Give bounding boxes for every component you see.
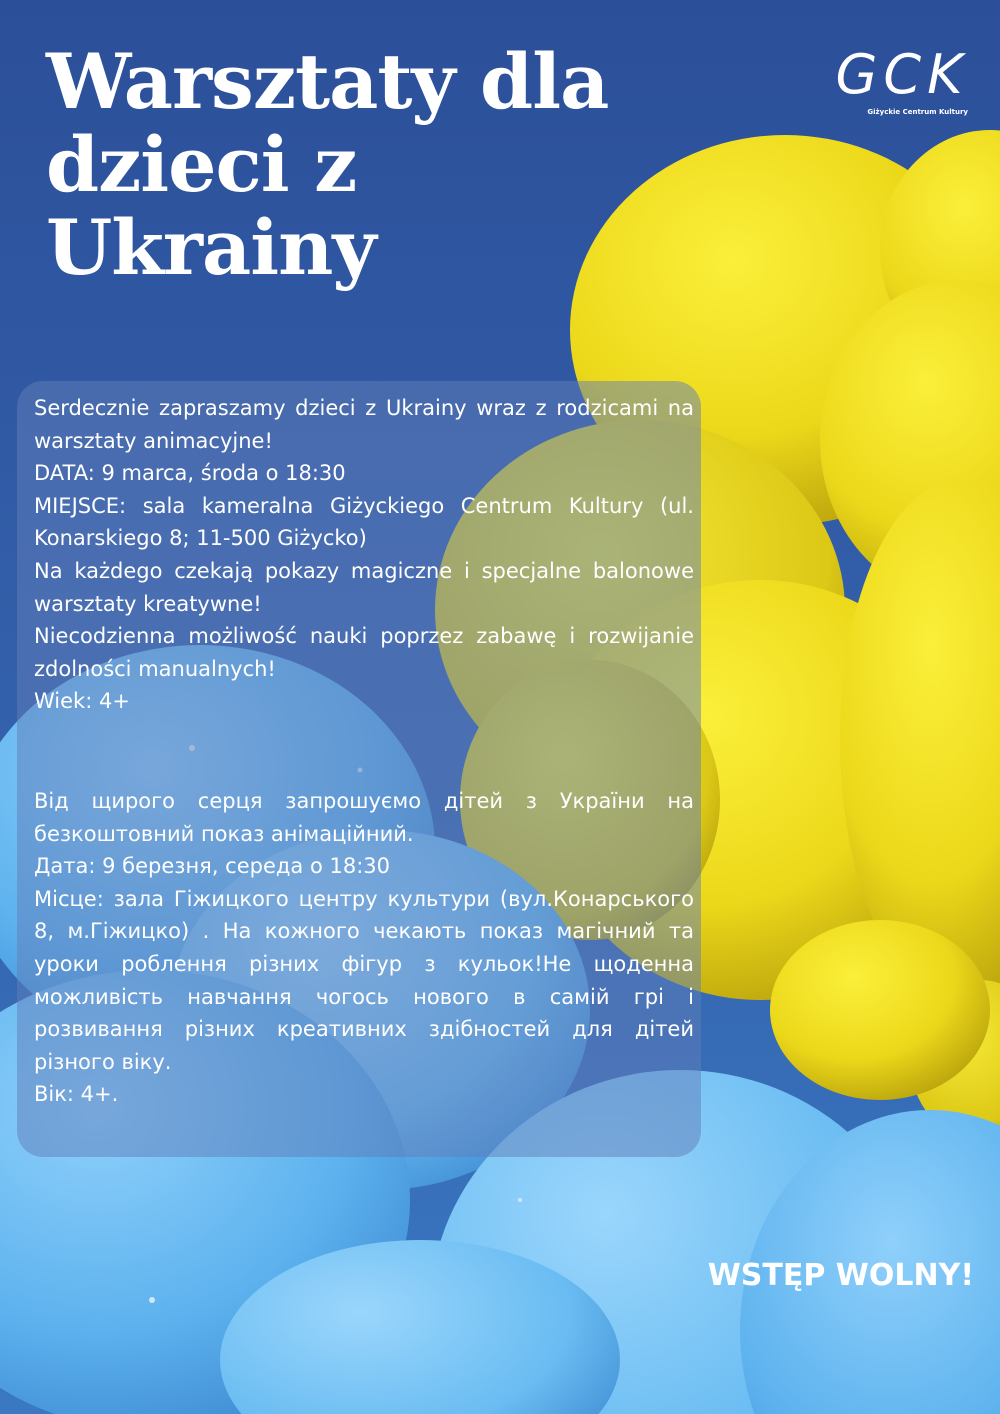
ukrainian-age: Вік: 4+. — [34, 1082, 119, 1107]
gck-logo — [832, 44, 972, 124]
logo-letters: GCK — [835, 43, 969, 106]
polish-line-1: Na każdego czekają pokazy magiczne i specjalne balonowe warsztaty kreatywne! — [34, 558, 694, 616]
ukrainian-date: Дата: 9 березня, середа о 18:30 — [34, 854, 390, 879]
polish-info — [34, 392, 694, 718]
ukrainian-place: Місце: зала Гіжицкого центру культури (вул.Конарського 8, м.Гіжицко) . На кожного чекають показ магічний та уроки роблення різних фігур з кульок!Не щоденна можливість навчання чогось нового в самій грі і розвивання різних креативних здібностей для дітей різного віку. — [34, 886, 694, 1074]
polish-intro: Serdecznie zapraszamy dzieci z Ukrainy wraz z rodzicami na warsztaty animacyjne! — [34, 396, 694, 453]
polish-place: MIEJSCE: sala kameralna Giżyckiego Centrum Kultury (ul. Konarskiego 8; 11-500 Giżycko) — [34, 493, 694, 551]
poster-title: Warsztaty dla dzieci z Ukrainy — [46, 37, 609, 292]
polish-age: Wiek: 4+ — [34, 689, 130, 714]
ukrainian-intro: Від щирого серця запрошуємо дітей з України на безкоштовний показ анімаційний. — [34, 789, 694, 846]
polish-date: DATA: 9 marca, środa o 18:30 — [34, 461, 346, 486]
polish-line-2: Niecodzienna możliwość nauki poprzez zabawę i rozwijanie zdolności manualnych! — [34, 624, 694, 681]
ukrainian-info — [34, 785, 694, 1111]
free-admission: WSTĘP WOLNY! — [707, 1258, 974, 1293]
logo-subtitle: Giżyckie Centrum Kultury — [867, 108, 968, 116]
